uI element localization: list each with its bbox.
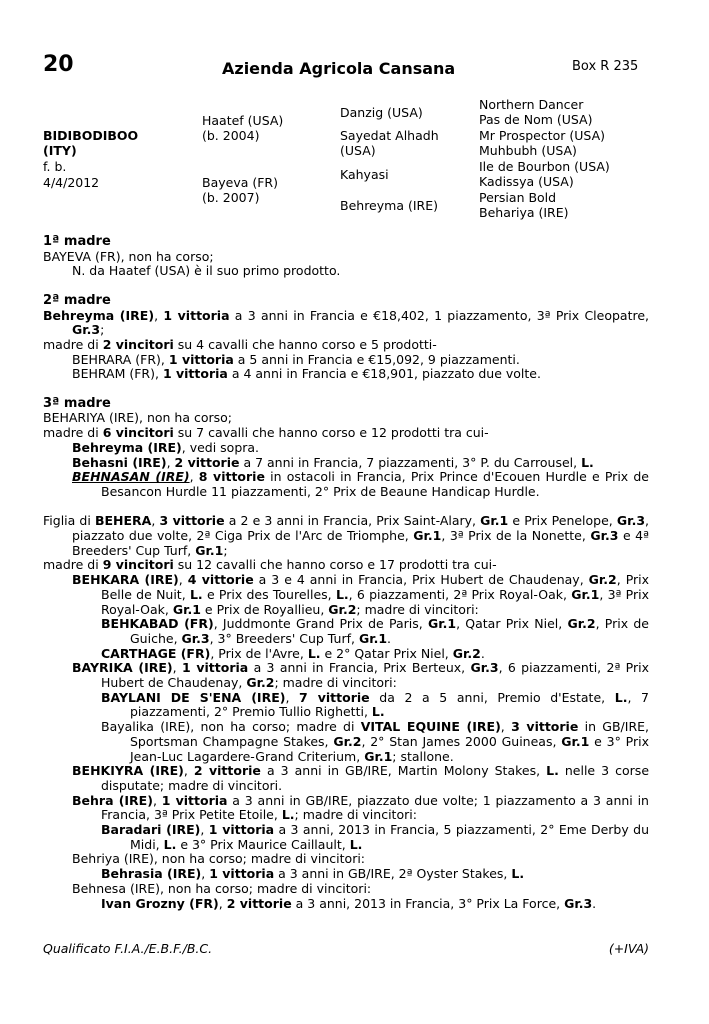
- second-dam-produce: madre di 2 vincitori su 4 cavalli che hanno corso e 5 prodotti-: [43, 336, 437, 352]
- vat-note: (+IVA): [608, 941, 649, 956]
- dam: Bayeva (FR): [202, 175, 278, 190]
- sire-dam-country: (USA): [340, 143, 376, 158]
- dam-year: (b. 2007): [202, 190, 260, 205]
- sss: Northern Dancer: [479, 97, 584, 112]
- dss: Ile de Bourbon (USA): [479, 159, 610, 174]
- horse-name: BIDIBODIBOO: [43, 128, 139, 143]
- sire-year: (b. 2004): [202, 128, 260, 143]
- sire-sire: Danzig (USA): [340, 105, 423, 120]
- box-number: Box R 235: [572, 59, 639, 74]
- produce-line: BAYRIKA (IRE), 1 vittoria a 3 anni in Francia, Prix Berteux, Gr.3, 6 piazzamenti, 2ª Prix Hubert de Chaudenay, Gr.2; madre di vincitori:: [72, 660, 649, 691]
- produce-line: Behrasia (IRE), 1 vittoria a 3 anni in GB/IRE, 2ª Oyster Stakes, L.: [101, 866, 525, 882]
- third-dam-heading: 3ª madre: [43, 395, 111, 411]
- horse-country: (ITY): [43, 143, 77, 158]
- horse-sex: f. b.: [43, 159, 67, 174]
- catalogue-body: [43, 235, 649, 911]
- behera-line: Figlia di BEHERA, 3 vittorie a 2 e 3 anni in Francia, Prix Saint-Alary, Gr.1 e Prix Penelope, Gr.3, piazzato due volte, 2ª Ciga Prix de l'Arc de Triomphe, Gr.1, 3ª Prix de la Nonette, Gr.3 e 4ª Breeders' Cup Turf, Gr.1;: [43, 513, 649, 558]
- produce-line: BEHRAM (FR), 1 vittoria a 4 anni in Francia e €18,901, piazzato due volte.: [72, 366, 541, 382]
- dam-dam: Behreyma (IRE): [340, 198, 438, 213]
- produce-line: BEHNASAN (IRE), 8 vittorie in ostacoli in Francia, Prix Prince d'Ecouen Hurdle e Prix de Besancon Hurdle 11 piazzamenti, 2° Prix de Beaune Handicap Hurdle.: [72, 469, 650, 499]
- dsd: Kadissya (USA): [479, 174, 574, 189]
- produce-line: Behra (IRE), 1 vittoria a 3 anni in GB/IRE, piazzato due volte; 1 piazzamento a 3 anni in Francia, 3ª Prix Petite Etoile, L.; madre di vincitori:: [72, 792, 649, 823]
- sire-dam: Sayedat Alhadh: [340, 128, 439, 143]
- third-dam-produce: madre di 6 vincitori su 7 cavalli che hanno corso e 12 prodotti tra cui-: [43, 425, 489, 441]
- produce-line: Behriya (IRE), non ha corso; madre di vincitori:: [72, 851, 366, 867]
- footer: [43, 941, 649, 956]
- qualification-note: Qualificato F.I.A./E.B.F./B.C.: [43, 941, 213, 956]
- produce-line: Behnesa (IRE), non ha corso; madre di vincitori:: [72, 880, 372, 896]
- dam-sire: Kahyasi: [340, 167, 389, 182]
- sire: Haatef (USA): [202, 113, 284, 128]
- sdd: Muhbubh (USA): [479, 143, 577, 158]
- sds: Mr Prospector (USA): [479, 128, 606, 143]
- produce-line: Behreyma (IRE), vedi sopra.: [72, 439, 260, 455]
- third-dam-line: BEHARIYA (IRE), non ha corso;: [43, 410, 233, 426]
- produce-line: BEHRARA (FR), 1 vittoria a 5 anni in Francia e €15,092, 9 piazzamenti.: [72, 351, 520, 367]
- ssd: Pas de Nom (USA): [479, 112, 593, 127]
- produce-line: Baradari (IRE), 1 vittoria a 3 anni, 2013 in Francia, 5 piazzamenti, 2° Eme Derby du Midi, L. e 3° Prix Maurice Caillault, L.: [101, 822, 650, 852]
- first-dam-line: BAYEVA (FR), non ha corso;: [43, 248, 214, 264]
- produce-line: BAYLANI DE S'ENA (IRE), 7 vittorie da 2 a 5 anni, Premio d'Estate, L., 7 piazzamenti, 2° Premio Tullio Righetti, L.: [101, 689, 649, 720]
- horse-dob: 4/4/2012: [43, 175, 100, 190]
- second-dam-line: Behreyma (IRE), 1 vittoria a 3 anni in Francia e €18,402, 1 piazzamento, 3ª Prix Cleopatre, Gr.3;: [43, 307, 650, 338]
- produce-line: BEHKIYRA (IRE), 2 vittorie a 3 anni in GB/IRE, Martin Molony Stakes, L. nelle 3 corse disputate; madre di vincitori.: [72, 763, 650, 793]
- consignor-name: Azienda Agricola Cansana: [222, 59, 456, 78]
- produce-line: Ivan Grozny (FR), 2 vittorie a 3 anni, 2013 in Francia, 3° Prix La Force, Gr.3.: [101, 895, 597, 911]
- produce-line: Bayalika (IRE), non ha corso; madre di VITAL EQUINE (IRE), 3 vittorie in GB/IRE, Sportsman Champagne Stakes, Gr.2, 2° Stan James 2000 Guineas, Gr.1 e 3° Prix Jean-Luc Lagardere-Grand Criterium, Gr.1; stallone.: [101, 719, 650, 764]
- produce-line: BEHKARA (IRE), 4 vittorie a 3 e 4 anni in Francia, Prix Hubert de Chaudenay, Gr.2, Prix Belle de Nuit, L. e Prix des Tourelles, L., 6 piazzamenti, 2ª Prix Royal-Oak, Gr.1, 3ª Prix Royal-Oak, Gr.1 e Prix de Royallieu, Gr.2; madre di vincitori:: [72, 572, 650, 617]
- produce-line: CARTHAGE (FR), Prix de l'Avre, L. e 2° Qatar Prix Niel, Gr.2.: [101, 645, 485, 661]
- dds: Persian Bold: [479, 190, 557, 205]
- behera-produce: madre di 9 vincitori su 12 cavalli che hanno corso e 17 prodotti tra cui-: [43, 557, 497, 573]
- second-dam-heading: 2ª madre: [43, 292, 111, 308]
- first-dam-note: N. da Haatef (USA) è il suo primo prodotto.: [72, 263, 341, 279]
- produce-line: Behasni (IRE), 2 vittorie a 7 anni in Francia, 7 piazzamenti, 3° P. du Carrousel, L.: [72, 454, 594, 470]
- ddd: Behariya (IRE): [479, 205, 569, 220]
- first-dam-heading: 1ª madre: [43, 234, 111, 249]
- lot-number: 20: [43, 52, 74, 77]
- produce-line: BEHKABAD (FR), Juddmonte Grand Prix de Paris, Gr.1, Qatar Prix Niel, Gr.2, Prix de Guiche, Gr.3, 3° Breeders' Cup Turf, Gr.1.: [101, 616, 650, 646]
